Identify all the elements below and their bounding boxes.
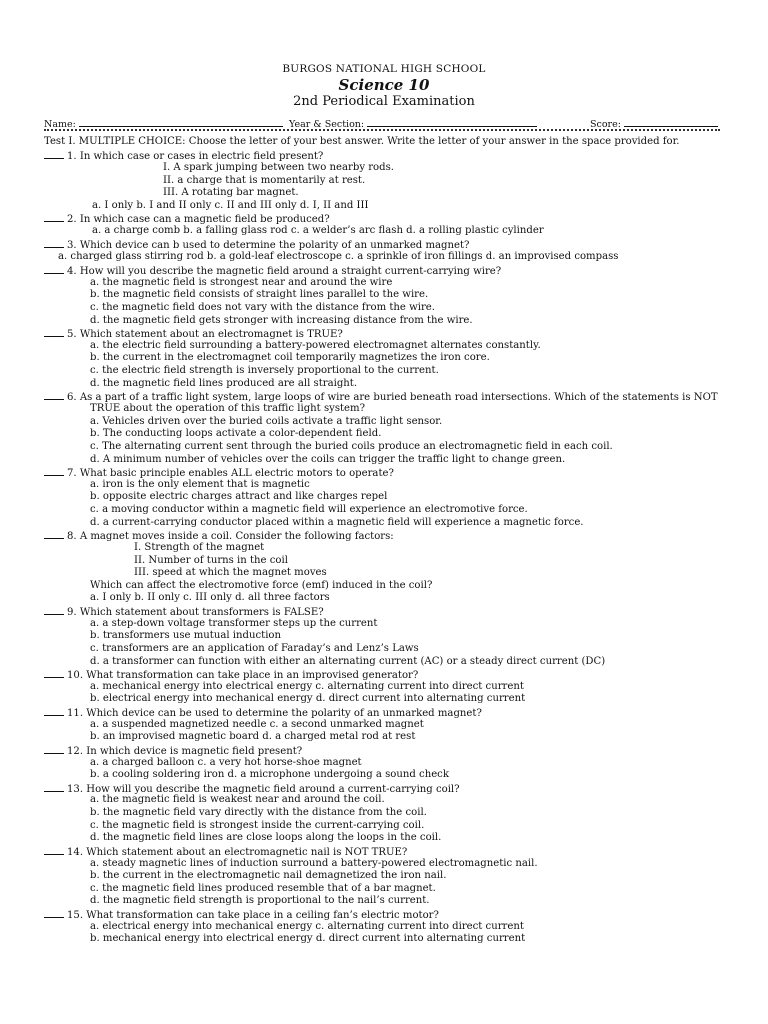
line-text: d. the magnetic field lines produced are all straight.	[90, 378, 358, 389]
line-text: d. the magnetic field lines are close loops along the loops in the coil.	[90, 832, 442, 843]
line-text: d. a current-carrying conductor placed within a magnetic field will experience a magnetic force.	[90, 517, 584, 528]
text-line	[90, 731, 415, 743]
score-label: Score:	[590, 119, 621, 130]
year-section-blank[interactable]	[367, 117, 537, 127]
line-text: 14. Which statement about an electromagnetic nail is NOT TRUE?	[67, 847, 408, 858]
line-text: c. the magnetic field lines produced resemble that of a bar magnet.	[90, 883, 436, 894]
line-text: c. the electric field strength is inversely proportional to the current.	[90, 365, 439, 376]
answer-blank[interactable]	[44, 212, 64, 222]
text-line	[90, 592, 330, 604]
line-text: III. A rotating bar magnet.	[163, 187, 299, 198]
text-line	[163, 175, 365, 187]
text-line	[90, 757, 362, 769]
text-line	[90, 794, 385, 806]
text-line	[92, 200, 368, 212]
line-text: b. an improvised magnetic board d. a charged metal rod at rest	[90, 731, 416, 742]
line-text: a. steady magnetic lines of induction surround a battery-powered electromagnetic nail.	[90, 858, 538, 869]
text-line	[90, 618, 377, 630]
line-text: b. the current in the electromagnet coil temporarily magnetizes the iron core.	[90, 352, 490, 363]
question-line	[44, 744, 302, 758]
question-line	[44, 605, 324, 619]
answer-blank[interactable]	[44, 668, 64, 678]
text-line	[90, 315, 473, 327]
line-text: 10. What transformation can take place in an improvised generator?	[67, 670, 419, 681]
text-line	[90, 630, 281, 642]
line-text: 4. How will you describe the magnetic field around a straight current-carrying wire?	[67, 266, 502, 277]
text-line	[90, 769, 449, 781]
line-text: 1. In which case or cases in electric field present?	[67, 151, 324, 162]
line-text: I. Strength of the magnet	[134, 542, 265, 553]
text-line	[58, 251, 618, 263]
line-text: d. A minimum number of vehicles over the coils can trigger the traffic light to change green.	[90, 454, 566, 465]
text-line	[90, 479, 310, 491]
text-line	[90, 403, 365, 415]
line-text: b. the magnetic field consists of straight lines parallel to the wire.	[90, 289, 429, 300]
text-line	[90, 858, 538, 870]
text-line	[90, 416, 442, 428]
line-text: 2. In which case can a magnetic field be produced?	[67, 214, 330, 225]
text-line	[90, 883, 436, 895]
line-text: Which can affect the electromotive force (emf) induced in the coil?	[90, 580, 433, 591]
line-text: 5. Which statement about an electromagnet is TRUE?	[67, 329, 343, 340]
line-text: 6. As a part of a traffic light system, large loops of wire are buried beneath road intersections. Which of the statements is NOT	[67, 392, 718, 403]
line-text: a. the magnetic field is strongest near and around the wire	[90, 277, 393, 288]
line-text: b. a cooling soldering iron d. a microphone undergoing a sound check	[90, 769, 449, 780]
line-text: c. the magnetic field is strongest inside the current-carrying coil.	[90, 820, 425, 831]
question-line	[44, 212, 330, 226]
name-blank[interactable]	[79, 117, 283, 127]
answer-blank[interactable]	[44, 706, 64, 716]
line-text: b. the current in the electromagnetic nail demagnetized the iron nail.	[90, 870, 447, 881]
text-line	[134, 542, 264, 554]
line-text: II. a charge that is momentarily at rest.	[163, 175, 366, 186]
answer-blank[interactable]	[44, 605, 64, 615]
text-line	[90, 340, 541, 352]
line-text: TRUE about the operation of this traffic light system?	[90, 403, 366, 414]
line-text: c. a moving conductor within a magnetic field will experience an electromotive force.	[90, 504, 528, 515]
line-text: 11. Which device can be used to determine the polarity of an unmarked magnet?	[67, 708, 482, 719]
question-line	[44, 327, 343, 341]
text-line	[90, 681, 524, 693]
line-text: b. transformers use mutual induction	[90, 630, 282, 641]
answer-blank[interactable]	[44, 238, 64, 248]
line-text: II. Number of turns in the coil	[134, 555, 288, 566]
text-line	[90, 302, 435, 314]
line-text: b. electrical energy into mechanical energy d. direct current into alternating current	[90, 693, 526, 704]
text-line	[90, 428, 381, 440]
subject-title: Science 10	[338, 76, 430, 94]
line-text: c. transformers are an application of Faraday’s and Lenz’s Laws	[90, 643, 419, 654]
question-line	[44, 264, 501, 278]
text-line	[90, 643, 419, 655]
line-text: b. The conducting loops activate a color-dependent field.	[90, 428, 382, 439]
line-text: Test I. MULTIPLE CHOICE: Choose the letter of your best answer. Write the letter of your answer in the space provided for.	[44, 136, 680, 147]
line-text: d. the magnetic field strength is proportional to the nail’s current.	[90, 895, 430, 906]
answer-blank[interactable]	[44, 390, 64, 400]
text-line	[90, 921, 524, 933]
answer-blank[interactable]	[44, 908, 64, 918]
line-text: III. speed at which the magnet moves	[134, 567, 327, 578]
line-text: 12. In which device is magnetic field present?	[67, 746, 303, 757]
answer-blank[interactable]	[44, 327, 64, 337]
line-text: 13. How will you describe the magnetic field around a current-carrying coil?	[67, 784, 460, 795]
text-line	[90, 870, 446, 882]
question-line	[44, 238, 469, 252]
text-line	[44, 136, 680, 148]
text-line	[90, 378, 357, 390]
line-text: a. mechanical energy into electrical energy c. alternating current into direct current	[90, 681, 524, 692]
answer-blank[interactable]	[44, 845, 64, 855]
text-line	[90, 352, 490, 364]
answer-blank[interactable]	[44, 149, 64, 159]
question-line	[44, 149, 323, 163]
answer-blank[interactable]	[44, 529, 64, 539]
question-line	[44, 529, 394, 543]
text-line	[90, 289, 428, 301]
line-text: a. a charge comb b. a falling glass rod c. a welder’s arc flash d. a rolling plastic cylinder	[92, 225, 544, 236]
question-line	[44, 390, 718, 404]
text-line	[90, 933, 525, 945]
text-line	[90, 895, 430, 907]
question-line	[44, 845, 407, 859]
name-label: Name:	[44, 119, 76, 130]
line-text: a. I only b. I and II only c. II and III only d. I, II and III	[92, 200, 369, 211]
text-line	[134, 555, 288, 567]
line-text: a. a charged balloon c. a very hot horse-shoe magnet	[90, 757, 362, 768]
line-text: a. iron is the only element that is magnetic	[90, 479, 310, 490]
school-name: BURGOS NATIONAL HIGH SCHOOL	[282, 63, 486, 75]
line-text: b. the magnetic field vary directly with the distance from the coil.	[90, 807, 427, 818]
line-text: d. a transformer can function with either an alternating current (AC) or a steady direct current (DC)	[90, 656, 606, 667]
line-text: a. I only b. II only c. III only d. all three factors	[90, 592, 330, 603]
text-line	[90, 491, 387, 503]
line-text: 15. What transformation can take place in a ceiling fan’s electric motor?	[67, 910, 439, 921]
line-text: c. the magnetic field does not vary with the distance from the wire.	[90, 302, 435, 313]
line-text: a. the electric field surrounding a battery-powered electromagnet alternates constantly.	[90, 340, 541, 351]
question-line	[44, 466, 394, 480]
text-line	[90, 365, 439, 377]
line-text: 9. Which statement about transformers is FALSE?	[67, 607, 324, 618]
line-text: a. a step-down voltage transformer steps up the current	[90, 618, 378, 629]
question-line	[44, 706, 482, 720]
text-line	[90, 693, 525, 705]
text-line	[90, 277, 392, 289]
line-text: b. opposite electric charges attract and like charges repel	[90, 491, 388, 502]
answer-blank[interactable]	[44, 264, 64, 274]
line-text: 7. What basic principle enables ALL electric motors to operate?	[67, 468, 394, 479]
exam-title: 2nd Periodical Examination	[293, 94, 475, 109]
text-line	[90, 820, 424, 832]
question-line	[44, 668, 418, 682]
answer-blank[interactable]	[44, 744, 64, 754]
text-line	[163, 187, 299, 199]
year-section-label: Year & Section:	[289, 119, 365, 130]
line-text: b. mechanical energy into electrical energy d. direct current into alternating current	[90, 933, 526, 944]
question-line	[44, 908, 439, 922]
line-text: c. The alternating current sent through the buried coils produce an electromagnetic field in each coil.	[90, 441, 613, 452]
dotted-divider	[44, 129, 720, 134]
line-text: a. Vehicles driven over the buried coils activate a traffic light sensor.	[90, 416, 443, 427]
answer-blank[interactable]	[44, 466, 64, 476]
text-line	[163, 162, 394, 174]
score-blank[interactable]	[624, 117, 718, 127]
text-line	[92, 225, 544, 237]
text-line	[90, 454, 565, 466]
text-line	[90, 656, 605, 668]
text-line	[90, 719, 424, 731]
line-text: a. the magnetic field is weakest near and around the coil.	[90, 794, 385, 805]
line-text: 8. A magnet moves inside a coil. Consider the following factors:	[67, 531, 394, 542]
line-text: d. the magnetic field gets stronger with increasing distance from the wire.	[90, 315, 473, 326]
line-text: a. electrical energy into mechanical energy c. alternating current into direct current	[90, 921, 524, 932]
text-line	[90, 441, 613, 453]
answer-blank[interactable]	[44, 782, 64, 792]
text-line	[90, 807, 427, 819]
line-text: a. charged glass stirring rod b. a gold-leaf electroscope c. a sprinkle of iron fillings d. an improvised compass	[58, 251, 619, 262]
line-text: 3. Which device can b used to determine the polarity of an unmarked magnet?	[67, 240, 470, 251]
text-line	[134, 567, 327, 579]
text-line	[90, 580, 432, 592]
line-text: I. A spark jumping between two nearby rods.	[163, 162, 394, 173]
text-line	[90, 517, 584, 529]
line-text: a. a suspended magnetized needle c. a second unmarked magnet	[90, 719, 424, 730]
text-line	[90, 504, 528, 516]
text-line	[90, 832, 441, 844]
